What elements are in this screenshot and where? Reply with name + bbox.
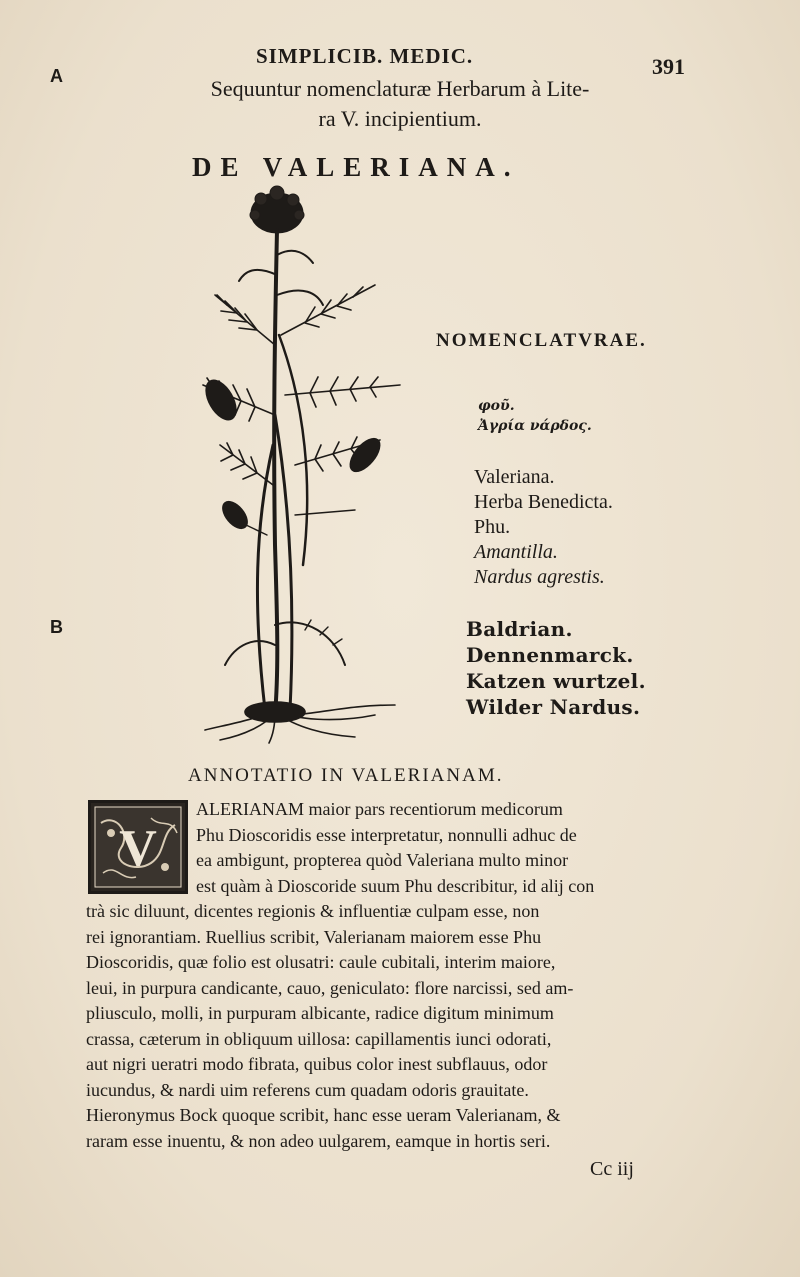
- latin-name: Nardus agrestis.: [474, 566, 605, 588]
- signature-mark: Cc iij: [590, 1158, 634, 1180]
- latin-name: Valeriana.: [474, 466, 555, 488]
- valerian-plant-woodcut: [195, 185, 420, 745]
- margin-letter-a: A: [50, 66, 63, 86]
- text-line: raram esse inuentu, & non adeo uulgarem, eamque in hortis seri.: [86, 1130, 551, 1151]
- intro-line-1: Sequuntur nomenclaturæ Herbarum à Lite-: [210, 76, 590, 101]
- initial-letter: V: [119, 820, 157, 877]
- text-line: aut nigri ueratri modo fibrata, quibus color inest subflauus, odor: [86, 1054, 548, 1074]
- german-names: [466, 616, 646, 720]
- latin-name: Herba Benedicta.: [474, 491, 613, 513]
- initial-ornament: [91, 803, 185, 891]
- text-line: Phu Dioscoridis esse interpretatur, nonnulli adhuc de: [196, 824, 577, 845]
- german-name: Katzen wurtzel.: [466, 669, 646, 693]
- greek-name-1: φοῦ.: [478, 398, 515, 414]
- latin-name: Phu.: [474, 516, 511, 538]
- intro-heading: [160, 74, 640, 134]
- annotation-indented-lines: [196, 797, 711, 899]
- greek-name-2: Ἀγρία νάρδος.: [478, 418, 592, 434]
- decorated-initial: [88, 800, 188, 894]
- annotation-full-lines: [86, 899, 711, 1154]
- nomenclature-heading: NOMENCLATVRAE.: [436, 330, 647, 351]
- text-line: Dioscoridis, quæ folio est olusatri: caule cubitali, interim maiore,: [86, 952, 556, 972]
- text-line: iucundus, & nardi uim referens cum quadam odoris grauitate.: [86, 1079, 529, 1100]
- text-line: est quàm à Dioscoride suum Phu describitur, id alij con: [196, 875, 595, 896]
- page-title: DE VALERIANA.: [192, 152, 520, 182]
- root: [205, 702, 395, 743]
- text-line: ALERIANAM maior pars recentiorum medicorum: [196, 799, 563, 819]
- intro-line-2: ra V. incipientium.: [318, 106, 482, 131]
- running-head: SIMPLICIB. MEDIC.: [256, 44, 474, 68]
- german-name: Dennenmarck.: [466, 643, 634, 667]
- margin-letter-b: B: [50, 617, 63, 637]
- annotation-heading: ANNOTATIO IN VALERIANAM.: [188, 765, 504, 786]
- text-line: Hieronymus Bock quoque scribit, hanc esse ueram Valerianam, &: [86, 1105, 561, 1125]
- text-line: ea ambigunt, propterea quòd Valeriana multo minor: [196, 850, 569, 870]
- flower-head: [250, 186, 304, 233]
- german-name: Wilder Nardus.: [466, 695, 641, 719]
- right-leaves: [281, 285, 400, 515]
- text-line: pliusculo, molli, in purpuram albicante, radice digitum minimum: [86, 1003, 554, 1023]
- german-name: Baldrian.: [466, 617, 573, 641]
- text-line: rei ignorantiam. Ruellius scribit, Valerianam maiorem esse Phu: [86, 926, 542, 947]
- latin-name: Amantilla.: [474, 541, 558, 563]
- text-line: trà sic diluunt, dicentes regionis & influentiæ culpam esse, non: [86, 901, 540, 921]
- text-line: crassa, cæterum in obliquum uillosa: capillamentis iunci odorati,: [86, 1028, 552, 1049]
- latin-names: [474, 465, 613, 590]
- folio-number: 391: [652, 54, 685, 79]
- text-line: leui, in purpura candicante, cauo, geniculato: flore narcissi, sed am-: [86, 977, 574, 998]
